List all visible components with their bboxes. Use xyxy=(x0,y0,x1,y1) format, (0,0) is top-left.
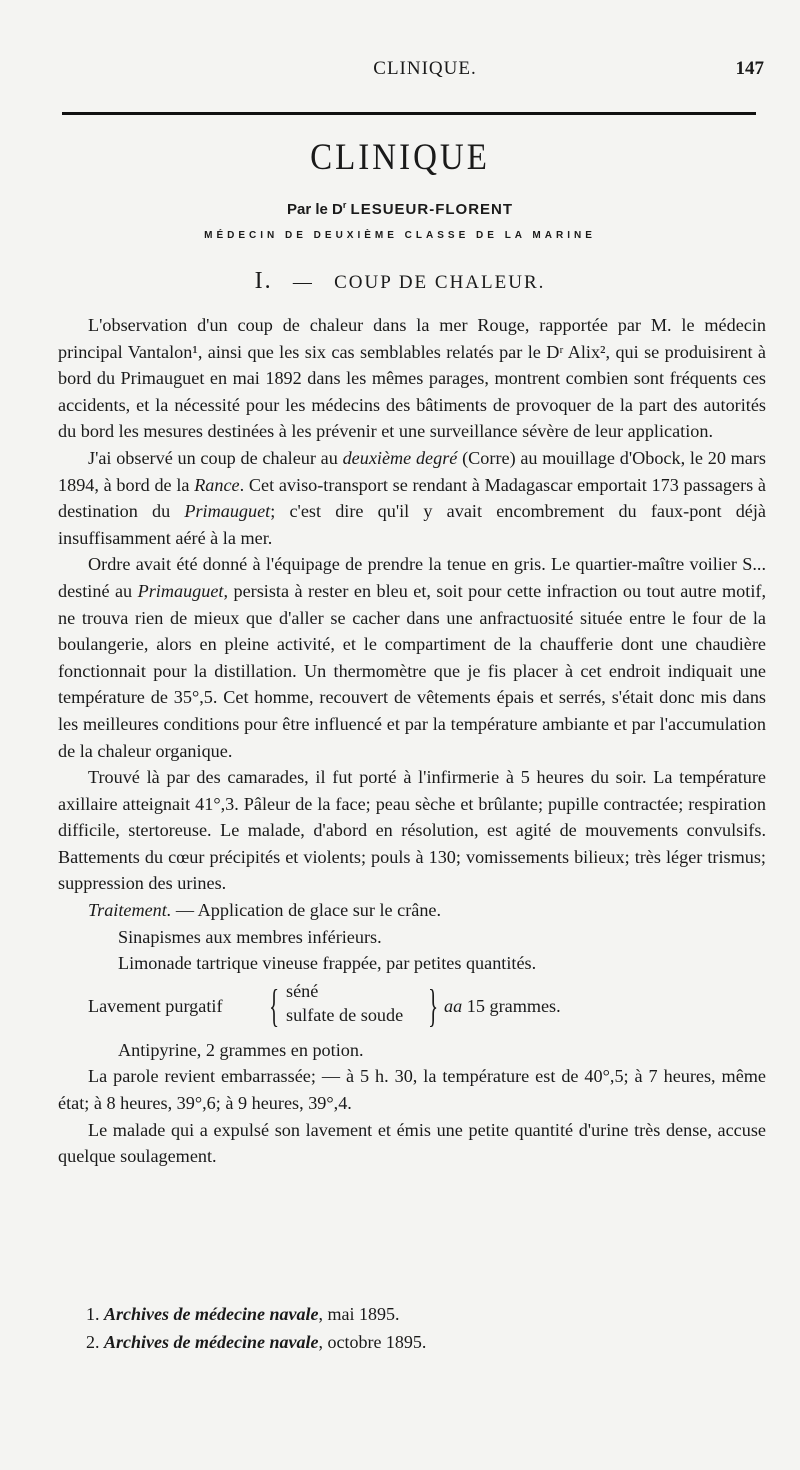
prescription-antipyrine: Antipyrine, 2 grammes en potion. xyxy=(118,1039,364,1060)
running-head xyxy=(80,58,770,88)
author-rank: MÉDECIN DE DEUXIÈME CLASSE DE LA MARINE xyxy=(204,230,596,241)
author-prefix: Par le D xyxy=(286,201,343,218)
lavement-label: Lavement purgatif xyxy=(88,995,223,1016)
footnotes xyxy=(86,1300,766,1356)
author-name: LESUEUR-FLORENT xyxy=(350,201,514,218)
paragraph-1: L'observation d'un coup de chaleur dans la mer Rouge, rapportée par M. le médecin principal Vantalon¹, ainsi que les six cas semblables relatés par le Dʳ Alix², qui se produisirent à bord du Primauguet en mai 1892 dans les mêmes parages, montrent combien sont fréquents ces accidents, et la nécessité pour les médecins des bâtiments de provoquer de la part des autorités du bord les mesures destinées à les prévenir et une surveillance sévère de leur application. xyxy=(58,315,766,442)
paragraph-6: La parole revient embarrassée; — à 5 h. 30, la température est de 40°,5; à 7 heures, même état; à 8 heures, 39°,6; à 9 heures, 39°,4. xyxy=(58,1066,766,1114)
lavement-dose: aa 15 grammes. xyxy=(444,995,561,1016)
section-number: I. xyxy=(254,268,273,294)
lavement-item: séné xyxy=(286,980,319,1001)
author-prefix-sup: r xyxy=(342,200,347,210)
lavement-item: sulfate de soude xyxy=(286,1004,404,1025)
paragraph-2: J'ai observé un coup de chaleur au deuxième degré (Corre) au mouillage d'Obock, le 20 mars 1894, à bord de la Rance. Cet aviso-transport se rendant à Madagascar emportait 173 passagers à destination du Primauguet; c'est dire qu'il y avait encombrement du faux-pont déjà insuffisamment aéré à la mer. xyxy=(58,447,767,548)
author-line xyxy=(0,200,800,218)
treatment-label: Traitement. xyxy=(88,900,172,921)
body-text xyxy=(58,312,766,1170)
section-dash: — xyxy=(292,272,314,293)
paragraph-treatment: Traitement. — Application de glace sur le crâne. xyxy=(88,900,442,921)
footnote-2: 2. Archives de médecine navale, octobre 1895. xyxy=(86,1332,427,1352)
paragraph-7: Le malade qui a expulsé son lavement et émis une petite quantité d'urine très dense, accuse quelque soulagement. xyxy=(58,1119,766,1167)
section-title: COUP DE CHALEUR. xyxy=(334,272,546,293)
header-rule xyxy=(62,112,756,115)
paragraph-4: Trouvé là par des camarades, il fut porté à l'infirmerie à 5 heures du soir. La température axillaire atteignait 41°,3. Pâleur de la face; peau sèche et brûlante; pupille contractée; respiration difficile, stertoreuse. Le malade, d'abord en résolution, est agité de mouvements convulsifs. Battements du cœur précipités et violents; pouls à 130; vomissements bilieux; très léger trismus; suppression des urines. xyxy=(58,767,766,894)
prescription-sinapismes: Sinapismes aux membres inférieurs. xyxy=(118,926,382,947)
prescription-limonade: Limonade tartrique vineuse frappée, par petites quantités. xyxy=(118,953,537,974)
lavement-ingredients xyxy=(286,979,403,1027)
section-heading xyxy=(0,268,800,295)
page-number: 147 xyxy=(735,58,764,79)
running-title: CLINIQUE. xyxy=(373,58,477,79)
prescription-lavement xyxy=(88,979,766,1037)
paragraph-3: Ordre avait été donné à l'équipage de prendre la tenue en gris. Le quartier-maître voilier S... destiné au Primauguet, persista à rester en bleu et, soit pour cette infraction ou tout autre motif, ne trouva rien de mieux que d'aller se cacher dans une anfractuosité située entre le four de la boulangerie, alors en pleine activité, et le compartiment de la chaufferie dont une chaudière fonctionnait pour la distillation. Un thermomètre que je fis placer à cet endroit indiquait une température de 35°,5. Cet homme, recouvert de vêtements épais et serrés, s'était donc mis dans les meilleures conditions pour être influencé et par la température ambiante et par l'accumulation de la chaleur organique. xyxy=(58,554,766,761)
footnote-1: 1. Archives de médecine navale, mai 1895. xyxy=(86,1304,400,1324)
article-title: CLINIQUE xyxy=(310,137,490,179)
right-brace: } xyxy=(428,979,439,1031)
left-brace: { xyxy=(269,979,280,1031)
